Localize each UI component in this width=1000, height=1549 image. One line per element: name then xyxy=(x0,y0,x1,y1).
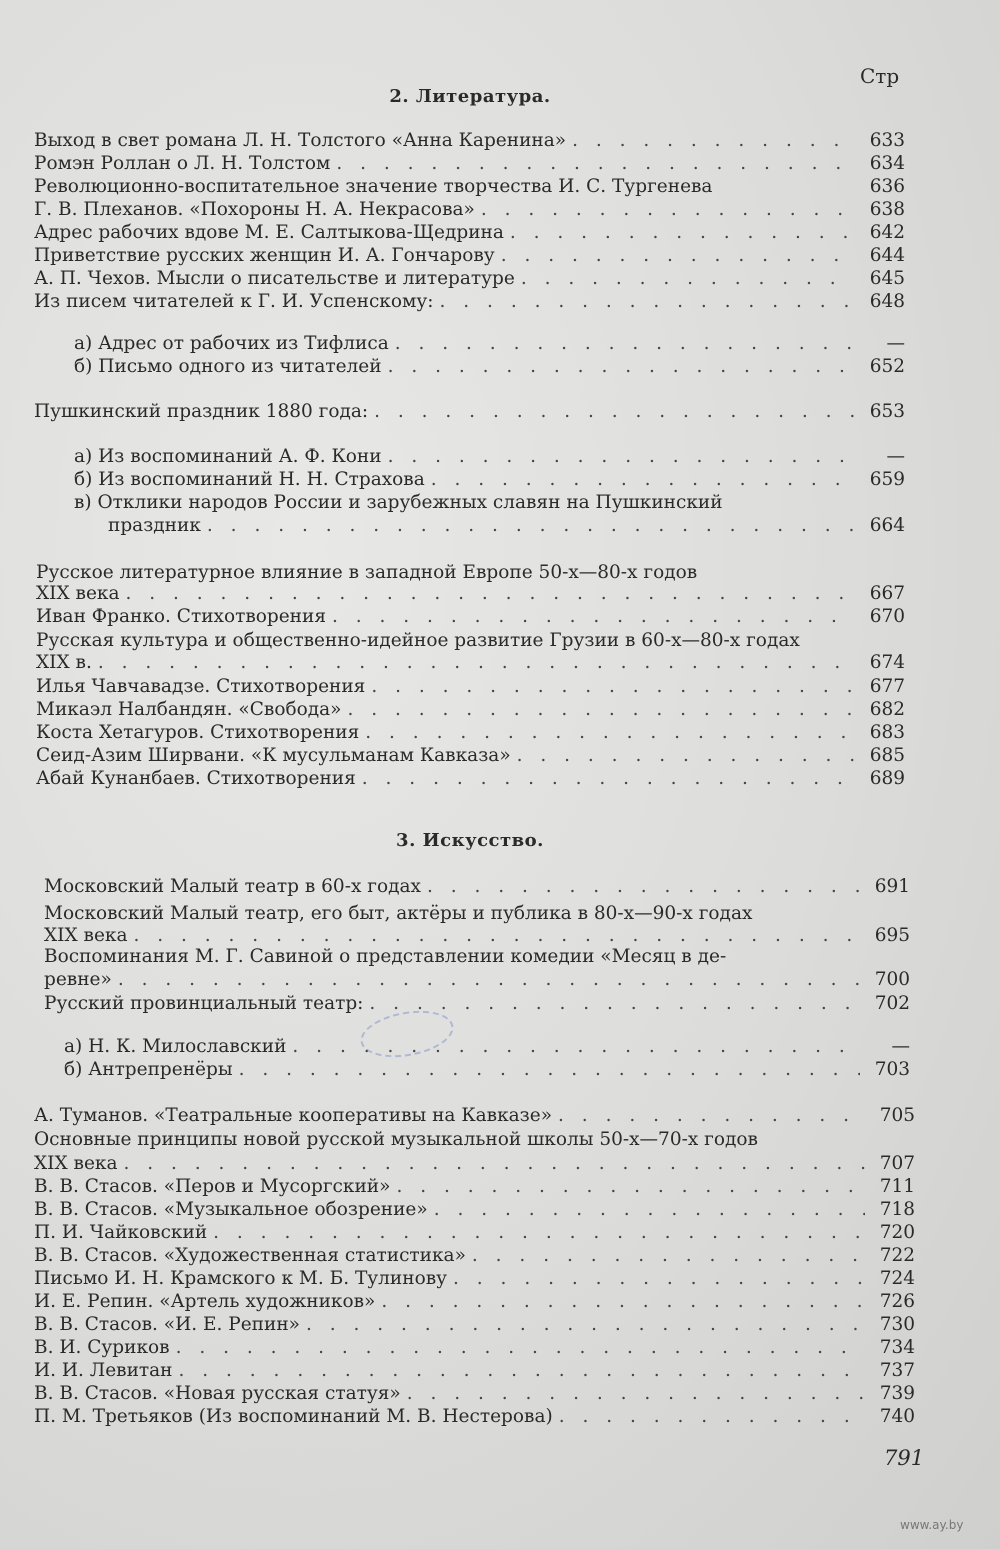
toc-entry-title: Адрес рабочих вдове М. Е. Салтыкова-Щедрина xyxy=(34,222,504,243)
section-title-literature: 2. Литература. xyxy=(389,86,551,107)
toc-entry-title: Выход в свет романа Л. Н. Толстого «Анна Каренина» xyxy=(34,130,567,151)
toc-entry xyxy=(36,699,905,721)
toc-entry-page: 707 xyxy=(879,1153,915,1174)
toc-entry xyxy=(34,1360,915,1382)
toc-entry-title: Революционно-воспитательное значение творчества И. С. Тургенева xyxy=(34,176,713,197)
toc-entry-page: 674 xyxy=(869,652,905,673)
toc-entry-title: Иван Франко. Стихотворения xyxy=(36,606,327,627)
toc-entry xyxy=(34,1383,915,1405)
toc-entry-page: 633 xyxy=(869,130,905,151)
toc-entry-title: И. Е. Репин. «Артель художников» xyxy=(34,1291,376,1312)
dot-leader xyxy=(332,606,855,628)
toc-entry-title: XIX в. xyxy=(36,652,92,673)
toc-entry-page: 636 xyxy=(869,176,905,197)
dot-leader xyxy=(176,1337,865,1359)
dot-leader xyxy=(472,1245,865,1267)
dot-leader xyxy=(453,1268,865,1290)
toc-entry-page: 705 xyxy=(879,1105,915,1126)
toc-entry-page: 739 xyxy=(879,1383,915,1404)
toc-entry-page: — xyxy=(886,446,905,467)
toc-entry-page: 722 xyxy=(879,1245,915,1266)
dot-leader xyxy=(362,768,855,790)
dot-leader xyxy=(407,1383,865,1405)
toc-entry-page: 634 xyxy=(869,153,905,174)
toc-entry-page: 664 xyxy=(869,515,905,536)
toc-entry-title: Г. В. Плеханов. «Похороны Н. А. Некрасова» xyxy=(34,199,475,220)
toc-entry xyxy=(108,515,905,537)
dot-leader xyxy=(347,699,855,721)
toc-entry-title: Из писем читателей к Г. И. Успенскому: xyxy=(34,291,434,312)
page-column-label: Стр xyxy=(860,64,900,88)
toc-entry-page: 689 xyxy=(869,768,905,789)
toc-entry-page: 737 xyxy=(879,1360,915,1381)
toc-entry xyxy=(36,606,905,628)
toc-entry-title: XIX века xyxy=(36,583,120,604)
dot-leader xyxy=(481,199,855,221)
toc-entry xyxy=(34,199,905,221)
toc-entry-page: 683 xyxy=(869,722,905,743)
toc-entry-title: XIX века xyxy=(44,925,128,946)
toc-entry-title: в) Отклики народов России и зарубежных славян на Пушкинский xyxy=(74,492,723,513)
toc-entry xyxy=(34,1268,915,1290)
toc-entry-title: Воспоминания М. Г. Савиной о представлении комедии «Месяц в де- xyxy=(44,946,727,967)
toc-entry xyxy=(34,1245,915,1267)
toc-entry xyxy=(34,1153,915,1175)
dot-leader xyxy=(306,1314,865,1336)
toc-entry xyxy=(34,1291,915,1313)
dot-leader xyxy=(434,1199,865,1221)
toc-entry xyxy=(36,630,905,652)
toc-entry xyxy=(36,652,905,674)
toc-entry-title: Пушкинский праздник 1880 года: xyxy=(34,401,369,422)
dot-leader xyxy=(427,876,860,898)
dot-leader xyxy=(510,222,855,244)
toc-entry-title: Абай Кунанбаев. Стихотворения xyxy=(36,768,356,789)
toc-entry xyxy=(44,925,910,947)
toc-entry xyxy=(34,401,905,423)
toc-entry xyxy=(44,903,910,925)
toc-entry-title: Микаэл Налбандян. «Свобода» xyxy=(36,699,342,720)
toc-entry-page: 740 xyxy=(879,1406,915,1427)
dot-leader xyxy=(207,515,855,537)
toc-entry-title: XIX века xyxy=(34,1153,118,1174)
toc-entry-page: 652 xyxy=(869,356,905,377)
toc-entry xyxy=(34,291,905,313)
toc-entry-page: 685 xyxy=(869,745,905,766)
dot-leader xyxy=(558,1105,865,1127)
toc-entry-title: б) Из воспоминаний Н. Н. Страхова xyxy=(74,469,425,490)
toc-entry-page: 734 xyxy=(879,1337,915,1358)
toc-entry xyxy=(36,583,905,605)
toc-entry-page: 730 xyxy=(879,1314,915,1335)
toc-entry-page: 718 xyxy=(879,1199,915,1220)
toc-entry-title: а) Н. К. Милославский xyxy=(64,1036,287,1057)
dot-leader xyxy=(336,153,855,175)
toc-entry-page: 682 xyxy=(869,699,905,720)
toc-entry xyxy=(36,745,905,767)
toc-entry xyxy=(34,1314,915,1336)
toc-entry-title: б) Письмо одного из читателей xyxy=(74,356,382,377)
toc-entry-page: 702 xyxy=(874,993,910,1014)
toc-entry xyxy=(34,153,905,175)
toc-entry-title: Основные принципы новой русской музыкальной школы 50-х—70-х годов xyxy=(34,1129,758,1150)
dot-leader xyxy=(124,1153,866,1175)
dot-leader xyxy=(179,1360,865,1382)
toc-entry-title: Илья Чавчавадзе. Стихотворения xyxy=(36,676,366,697)
toc-entry-title: Приветствие русских женщин И. А. Гончарову xyxy=(34,245,495,266)
toc-entry-title: П. И. Чайковский xyxy=(34,1222,208,1243)
toc-entry-title: б) Антрепренёры xyxy=(64,1059,233,1080)
toc-entry-page: 642 xyxy=(869,222,905,243)
toc-entry xyxy=(34,1129,915,1151)
toc-entry-title: Московский Малый театр в 60-х годах xyxy=(44,876,421,897)
toc-entry-page: 648 xyxy=(869,291,905,312)
dot-leader xyxy=(388,356,855,378)
dot-leader xyxy=(572,130,855,152)
toc-entry-title: ревне» xyxy=(44,969,112,990)
toc-entry xyxy=(74,492,905,514)
toc-entry xyxy=(34,1105,915,1127)
dot-leader xyxy=(369,993,860,1015)
dot-leader xyxy=(559,1406,865,1428)
toc-entry-title: В. В. Стасов. «Музыкальное обозрение» xyxy=(34,1199,428,1220)
dot-leader xyxy=(134,925,861,947)
toc-entry xyxy=(34,222,905,244)
toc-entry-title: Сеид-Азим Ширвани. «К мусульманам Кавказа» xyxy=(36,745,511,766)
toc-entry xyxy=(44,946,910,968)
toc-entry-page: 670 xyxy=(869,606,905,627)
toc-entry-page: 644 xyxy=(869,245,905,266)
toc-entry-title: И. И. Левитан xyxy=(34,1360,173,1381)
toc-entry-title: П. М. Третьяков (Из воспоминаний М. В. Нестерова) xyxy=(34,1406,553,1427)
toc-entry-page: 703 xyxy=(874,1059,910,1080)
toc-entry-page: 691 xyxy=(874,876,910,897)
toc-entry xyxy=(44,993,910,1015)
toc-entry-title: Русский провинциальный театр: xyxy=(44,993,364,1014)
toc-entry-title: В. В. Стасов. «Новая русская статуя» xyxy=(34,1383,401,1404)
toc-entry xyxy=(34,176,905,198)
toc-entry xyxy=(74,333,905,355)
toc-entry-title: В. В. Стасов. «Художественная статистика» xyxy=(34,1245,466,1266)
toc-entry xyxy=(64,1059,910,1081)
toc-entry xyxy=(36,562,905,584)
dot-leader xyxy=(126,583,856,605)
dot-leader xyxy=(395,333,855,355)
toc-entry xyxy=(44,876,910,898)
toc-entry-page: — xyxy=(891,1036,910,1057)
toc-entry xyxy=(34,1199,915,1221)
dot-leader xyxy=(365,722,855,744)
toc-entry-page: 638 xyxy=(869,199,905,220)
toc-entry-page: 700 xyxy=(874,969,910,990)
toc-entry xyxy=(34,1222,915,1244)
dot-leader xyxy=(118,969,860,991)
toc-entry xyxy=(34,1406,915,1428)
toc-entry-title: Письмо И. Н. Крамского к М. Б. Тулинову xyxy=(34,1268,448,1289)
dot-leader xyxy=(521,268,855,290)
toc-entry xyxy=(34,1176,915,1198)
toc-entry-page: 724 xyxy=(879,1268,915,1289)
section-title-art: 3. Искусство. xyxy=(396,830,544,851)
dot-leader xyxy=(98,652,855,674)
toc-entry-title: А. Туманов. «Театральные кооперативы на Кавказе» xyxy=(34,1105,553,1126)
toc-entry-title: а) Из воспоминаний А. Ф. Кони xyxy=(74,446,382,467)
site-watermark: www.ay.by xyxy=(900,1518,964,1532)
toc-entry xyxy=(36,768,905,790)
dot-leader xyxy=(381,1291,865,1313)
toc-entry xyxy=(34,130,905,152)
toc-entry xyxy=(36,722,905,744)
toc-entry-title: праздник xyxy=(108,515,201,536)
page-number: 791 xyxy=(884,1446,925,1470)
dot-leader xyxy=(371,676,855,698)
toc-entry-title: В. И. Суриков xyxy=(34,1337,170,1358)
toc-entry-page: 677 xyxy=(869,676,905,697)
toc-entry-page: 667 xyxy=(869,583,905,604)
toc-entry-page: 695 xyxy=(874,925,910,946)
dot-leader xyxy=(517,745,855,767)
dot-leader xyxy=(374,401,855,423)
toc-entry-title: Московский Малый театр, его быт, актёры и публика в 80-х—90-х годах xyxy=(44,903,753,924)
toc-entry xyxy=(74,356,905,378)
toc-entry-title: а) Адрес от рабочих из Тифлиса xyxy=(74,333,389,354)
dot-leader xyxy=(396,1176,865,1198)
toc-entry-page: 645 xyxy=(869,268,905,289)
toc-entry xyxy=(74,446,905,468)
toc-entry xyxy=(34,245,905,267)
dot-leader xyxy=(388,446,855,468)
toc-entry-page: 653 xyxy=(869,401,905,422)
toc-entry-title: Русское литературное влияние в западной Европе 50-х—80-х годов xyxy=(36,562,698,583)
toc-entry-title: Ромэн Роллан о Л. Н. Толстом xyxy=(34,153,331,174)
toc-entry-page: 726 xyxy=(879,1291,915,1312)
toc-entry xyxy=(34,1337,915,1359)
dot-leader xyxy=(239,1059,860,1081)
toc-entry xyxy=(36,676,905,698)
toc-entry-page: — xyxy=(886,333,905,354)
toc-entry-title: Коста Хетагуров. Стихотворения xyxy=(36,722,360,743)
toc-entry xyxy=(74,469,905,491)
toc-entry-title: В. В. Стасов. «И. Е. Репин» xyxy=(34,1314,300,1335)
toc-entry-page: 720 xyxy=(879,1222,915,1243)
toc-entry xyxy=(44,969,910,991)
dot-leader xyxy=(431,469,855,491)
dot-leader xyxy=(501,245,855,267)
toc-entry-page: 659 xyxy=(869,469,905,490)
toc-entry xyxy=(64,1036,910,1058)
toc-entry-title: Русская культура и общественно-идейное развитие Грузии в 60-х—80-х годах xyxy=(36,630,800,651)
toc-entry-page: 711 xyxy=(879,1176,915,1197)
dot-leader xyxy=(213,1222,865,1244)
toc-entry-title: В. В. Стасов. «Перов и Мусоргский» xyxy=(34,1176,391,1197)
dot-leader xyxy=(440,291,855,313)
toc-entry-title: А. П. Чехов. Мысли о писательстве и литературе xyxy=(34,268,515,289)
toc-entry xyxy=(34,268,905,290)
